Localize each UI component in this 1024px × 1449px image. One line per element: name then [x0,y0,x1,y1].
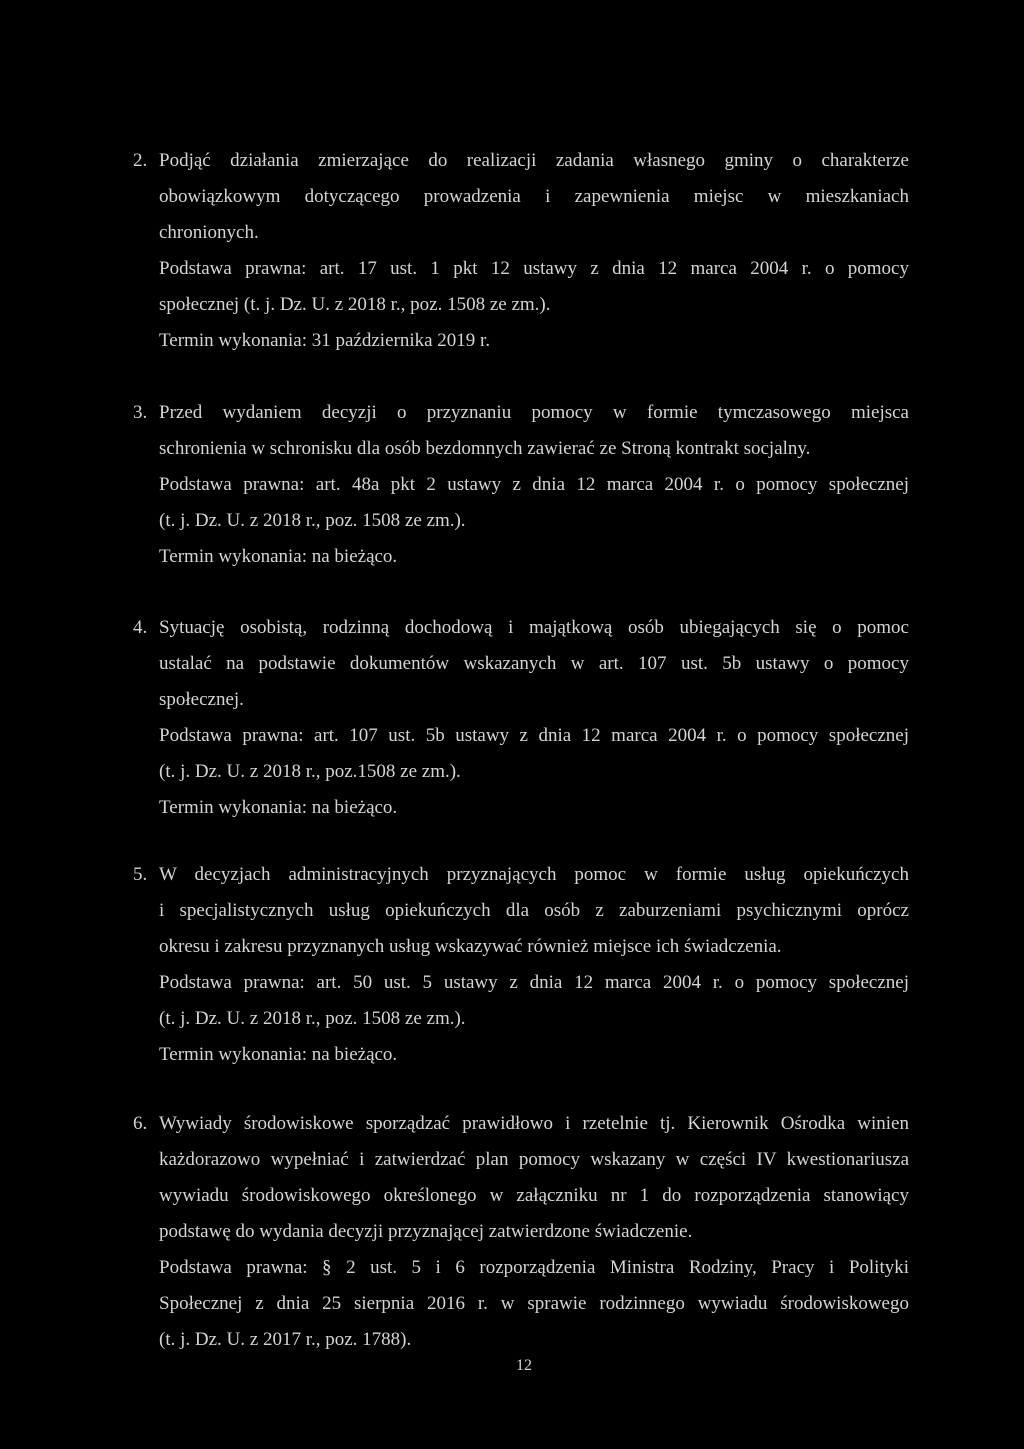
item-line: (t. j. Dz. U. z 2018 r., poz. 1508 ze zm.). [159,1008,466,1029]
item-number: 3. [133,402,148,423]
item-line: Przed wydaniem decyzji o przyznaniu pomocy w formie tymczasowego miejsca [159,402,909,423]
item-line: społecznej. [159,689,244,710]
item-line: W decyzjach administracyjnych przyznających pomoc w formie usług opiekuńczych [159,864,909,885]
item-line: Termin wykonania: na bieżąco. [159,546,398,567]
item-line: wywiadu środowiskowego określonego w załączniku nr 1 do rozporządzenia stanowiący [159,1185,909,1206]
page-number: 12 [516,1357,532,1374]
list-item-4 [133,610,909,826]
item-number: 6. [133,1113,148,1134]
item-line: (t. j. Dz. U. z 2018 r., poz.1508 ze zm.). [159,761,461,782]
item-line: Podstawa prawna: art. 17 ust. 1 pkt 12 ustawy z dnia 12 marca 2004 r. o pomocy [159,258,909,279]
list-item-5 [133,857,909,1073]
item-line: Społecznej z dnia 25 sierpnia 2016 r. w sprawie rodzinnego wywiadu środowiskowego [159,1293,909,1314]
list-item-3 [133,395,909,575]
item-line: Podstawa prawna: art. 48a pkt 2 ustawy z dnia 12 marca 2004 r. o pomocy społecznej [159,474,909,495]
item-line: Termin wykonania: na bieżąco. [159,797,398,818]
item-line: społecznej (t. j. Dz. U. z 2018 r., poz. 1508 ze zm.). [159,294,551,315]
list-item-6 [133,1106,909,1358]
item-number: 2. [133,150,148,171]
item-line: schronienia w schronisku dla osób bezdomnych zawierać ze Stroną kontrakt socjalny. [159,438,811,459]
item-body [159,857,909,1073]
item-line: chronionych. [159,222,259,243]
item-line: podstawę do wydania decyzji przyznającej zatwierdzone świadczenie. [159,1221,693,1242]
item-number: 5. [133,864,148,885]
item-line: okresu i zakresu przyznanych usług wskazywać również miejsce ich świadczenia. [159,936,782,957]
item-body [159,395,909,575]
list-item-2 [133,143,909,359]
item-body [159,143,909,359]
item-line: Podstawa prawna: art. 50 ust. 5 ustawy z dnia 12 marca 2004 r. o pomocy społecznej [159,972,909,993]
item-line: (t. j. Dz. U. z 2018 r., poz. 1508 ze zm.). [159,510,466,531]
item-number: 4. [133,617,148,638]
item-line: Termin wykonania: na bieżąco. [159,1044,398,1065]
item-line: Podstawa prawna: § 2 ust. 5 i 6 rozporządzenia Ministra Rodziny, Pracy i Polityki [159,1257,909,1278]
item-line: i specjalistycznych usług opiekuńczych dla osób z zaburzeniami psychicznymi oprócz [159,900,909,921]
item-line: Podjąć działania zmierzające do realizacji zadania własnego gminy o charakterze [159,150,909,171]
item-line: każdorazowo wypełniać i zatwierdzać plan pomocy wskazany w części IV kwestionariusza [159,1149,909,1170]
item-body [159,1106,909,1358]
item-line: ustalać na podstawie dokumentów wskazanych w art. 107 ust. 5b ustawy o pomocy [159,653,909,674]
item-line: Podstawa prawna: art. 107 ust. 5b ustawy z dnia 12 marca 2004 r. o pomocy społecznej [159,725,909,746]
item-line: Termin wykonania: 31 października 2019 r. [159,330,491,351]
item-body [159,610,909,826]
item-line: Sytuację osobistą, rodzinną dochodową i majątkową osób ubiegających się o pomoc [159,617,909,638]
item-line: obowiązkowym dotyczącego prowadzenia i zapewnienia miejsc w mieszkaniach [159,186,909,207]
item-line: (t. j. Dz. U. z 2017 r., poz. 1788). [159,1329,412,1350]
item-line: Wywiady środowiskowe sporządzać prawidłowo i rzetelnie tj. Kierownik Ośrodka winien [159,1113,909,1134]
